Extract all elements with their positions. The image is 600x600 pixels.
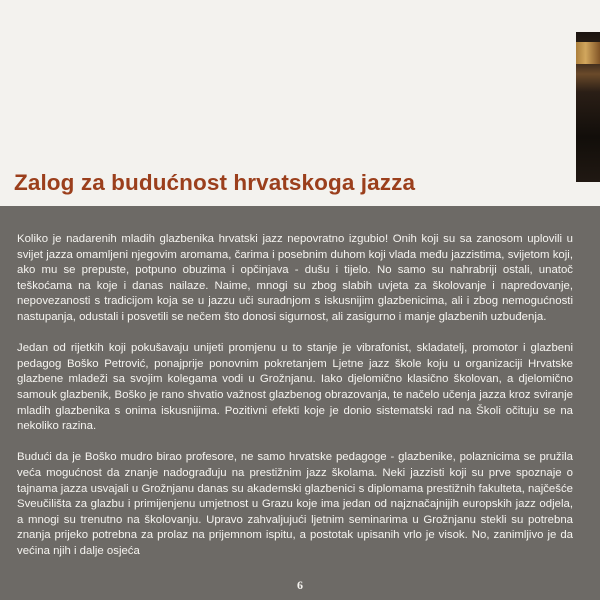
paragraph: Koliko je nadarenih mladih glazbenika hrvatski jazz nepovratno izgubio! Onih koji su sa zanosom uplovili u svijet jazza omamljeni njegovim aromama, čarima i posebnim duhom koji vlada među jazzistima, svijetom koji, ako mu se prepuste, potpuno obuzima i opčinjava - dušu i tijelo. No samo su nahrabriji ostali, unatoč teškoćama na koje i danas nailaze. Naime, mnogi su zbog slabih uvjeta za školovanje i napredovanje, nepovezanosti s tradicijom koja se u jazzu uči suradnjom s iskusnijim glazbenicima, ali i zbog nemogućnosti nastupanja, odustali i posvetili se nečem što donosi sigurnost, ali zasigurno i manje glazbenih uzbuđenja. bbox=[17, 233, 573, 323]
article-body bbox=[17, 232, 573, 575]
paragraph: Budući da je Boško mudro birao profesore, ne samo hrvatske pedagoge - glazbenike, polaznicima se pružila veća mogućnost da znanje nadograđuju na prestižnim jazz školama. Neki jazzisti koji su prve spoznaje o tajnama jazza usvajali u Grožnjanu danas su akademski glazbenici s diplomama prestižnih fakulteta, najčešće Sveučilišta za glazbu i primijenjenu umjetnost u Grazu koje ima jedan od najznačajnijih europskih jazz odjela, a mnogi su trenutno na školovanju. Upravo zahvaljujući ljetnim seminarima u Grožnjanu stekli su potrebna znanja prijeko potrebna za prolaz na prijemnom ispitu, a postotak upisanih vrlo je visok. No, zanimljivo je da većina njih i dalje osjeća bbox=[17, 451, 573, 557]
photo-edge-image bbox=[576, 32, 600, 182]
page-title: Zalog za budućnost hrvatskoga jazza bbox=[14, 170, 416, 195]
page-number: 6 bbox=[297, 578, 303, 592]
paragraph: Jedan od rijetkih koji pokušavaju unijeti promjenu u to stanje je vibrafonist, skladatelj, promotor i glazbeni pedagog Boško Petrović, ponajprije ponovnim pokretanjem Ljetne jazz škole koju u organizaciji Hrvatske glazbene mladeži sa svojim kolegama vodi u Grožnjanu. Iako djelomično klasično školovan, a djelomično samouk glazbenik, Boško je rano shvatio važnost glazbenog obrazovanja, te načelo učenja jazza kroz sviranje mladih glazbenika s onima iskusnijima. Pozitivni efekti koje je donio sistematski rad na Školi očituju se na nekoliko razina. bbox=[17, 342, 573, 433]
